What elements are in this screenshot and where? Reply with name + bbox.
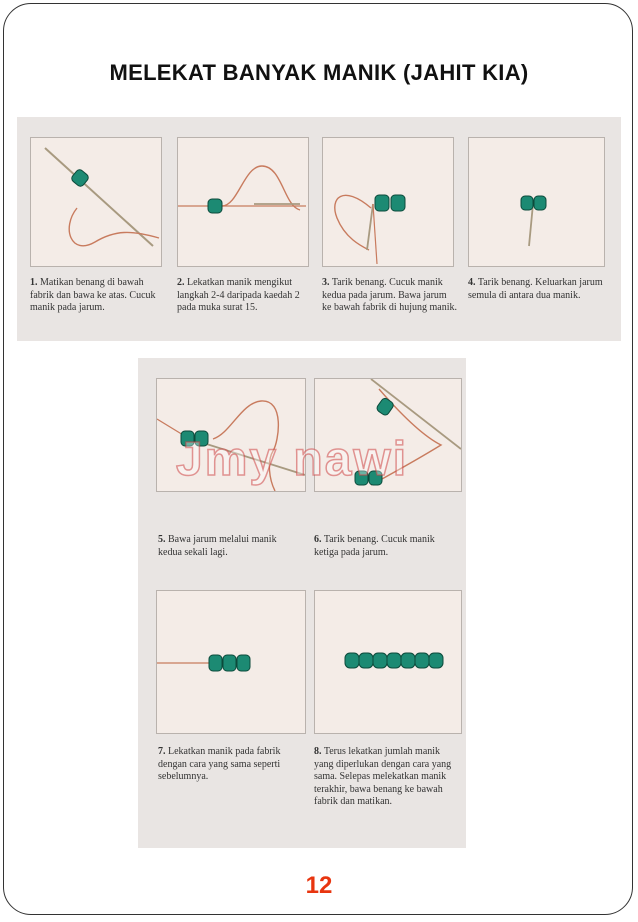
step-4-caption: 4. Tarik benang. Keluarkan jarum semula di antara dua manik. [468,277,603,301]
bead [391,195,405,211]
bead [237,655,250,671]
step-3-illustration [322,137,454,267]
bead [401,653,415,668]
page-number: 12 [305,872,333,899]
step-7-illustration [156,590,306,734]
page-title: MELEKAT BANYAK MANIK (JAHIT KIA) [109,60,529,85]
bead [373,653,387,668]
step-6-caption: 6. Tarik benang. Cucuk manik ketiga pada jarum. [314,534,435,558]
bead [429,653,443,668]
bead [345,653,359,668]
step-2-illustration [177,137,309,267]
step-5-caption: 5. Bawa jarum melalui manik kedua sekali lagi. [158,534,277,558]
step-1-caption: 1. Matikan benang di bawah fabrik dan bawa ke atas. Cucuk manik pada jarum. [30,277,156,313]
step-8-caption: 8. Terus lekatkan jumlah manik yang diperlukan dengan cara yang sama. Selepas melekatkan manik terakhir, bawa benang ke bawah fabrik dan matikan. [314,746,452,807]
bead [209,655,222,671]
bead [208,199,222,213]
step-4-illustration [468,137,605,267]
step-7-caption: 7. Lekatkan manik pada fabrik dengan cara yang sama seperti sebelumnya. [158,746,281,782]
thread [335,195,371,250]
step-2-caption: 2. Lekatkan manik mengikut langkah 2-4 daripada kaedah 2 pada muka surat 15. [177,277,300,313]
bead [375,195,389,211]
bead [387,653,401,668]
needle [45,148,153,246]
thread [373,204,377,264]
needle [367,204,373,250]
watermark: Jmy nawi [176,433,409,486]
bead [223,655,236,671]
step-1-illustration [30,137,162,267]
bead [375,397,394,417]
bead [534,196,546,210]
steps-strip-top [17,117,621,341]
step-8-illustration [314,590,462,734]
bead [521,196,533,210]
bead [359,653,373,668]
bead [415,653,429,668]
step-3-caption: 3. Tarik benang. Cucuk manik kedua pada jarum. Bawa jarum ke bawah fabrik di hujung manik. [322,277,457,313]
